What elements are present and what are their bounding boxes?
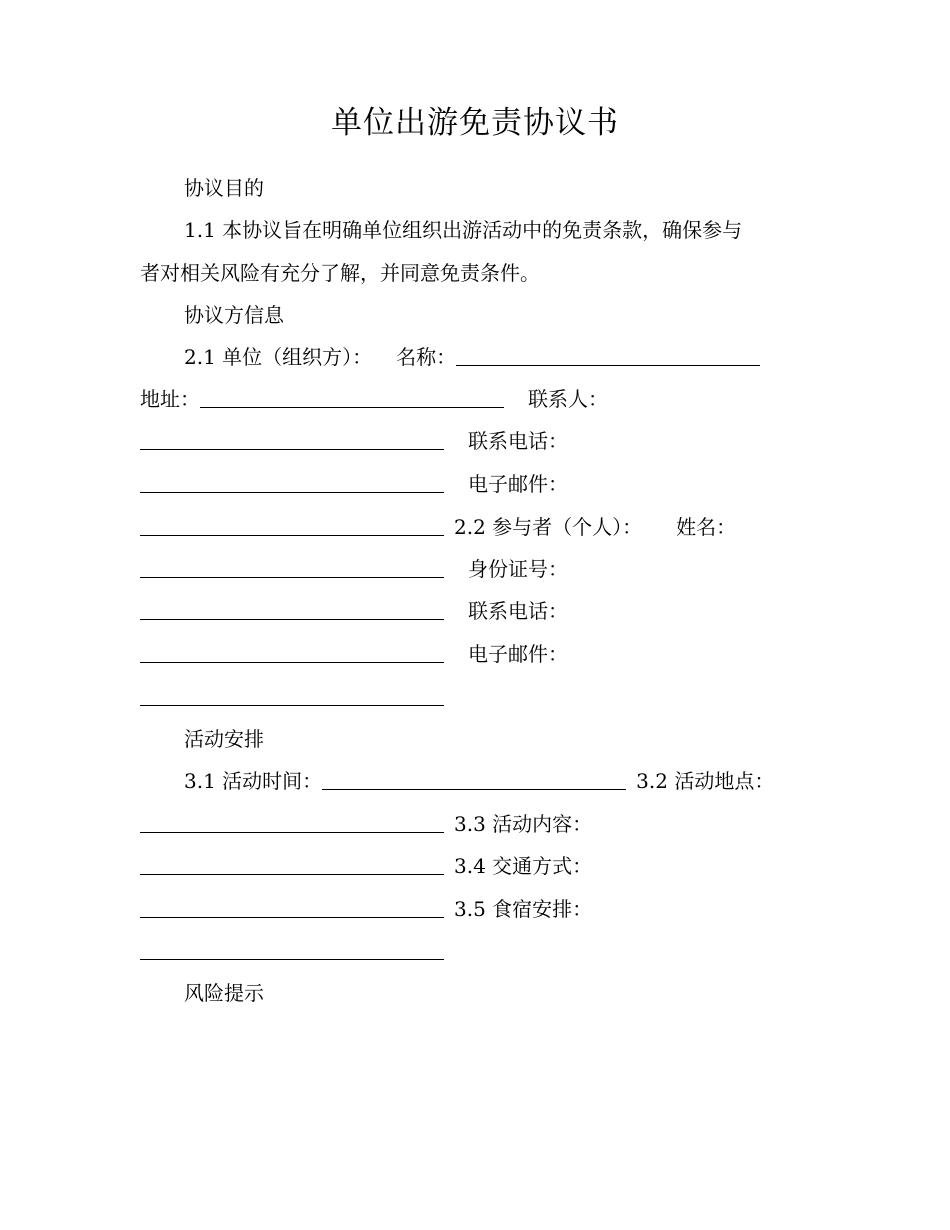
participant-id-blank[interactable] <box>140 597 444 620</box>
participant-name-blank[interactable] <box>140 555 444 578</box>
org-address-blank[interactable] <box>200 385 504 408</box>
field-label: 姓名： <box>676 515 737 539</box>
field-label: 电子邮件： <box>468 642 568 666</box>
transport-blank[interactable] <box>140 895 444 918</box>
activity-content-row <box>140 845 810 887</box>
clause-1-1-line-2 <box>140 252 810 294</box>
section-heading-text: 协议目的 <box>184 176 264 200</box>
field-label: 3.4 交通方式： <box>454 854 593 878</box>
section-heading-parties <box>140 294 854 336</box>
transport-row <box>140 888 810 930</box>
field-label: 2.2 参与者（个人）： <box>454 515 643 539</box>
org-name-blank[interactable] <box>456 343 760 366</box>
activity-time-blank[interactable] <box>322 767 626 790</box>
field-label: 3.5 食宿安排： <box>454 897 593 921</box>
activity-time-row <box>140 760 854 802</box>
section-heading-purpose <box>140 167 854 209</box>
section-heading-risk <box>140 972 854 1014</box>
org-email-blank[interactable] <box>140 513 444 536</box>
org-contact-row <box>140 420 810 462</box>
org-phone-row <box>140 463 810 505</box>
field-label: 2.1 单位（组织方）： <box>184 345 373 369</box>
org-email-row <box>140 506 810 548</box>
org-address-row <box>140 378 810 420</box>
org-contact-blank[interactable] <box>140 427 444 450</box>
section-heading-text: 风险提示 <box>184 981 264 1005</box>
field-label: 3.3 活动内容： <box>454 812 593 836</box>
participant-phone-blank[interactable] <box>140 640 444 663</box>
activity-content-blank[interactable] <box>140 852 444 875</box>
participant-email-row <box>140 676 810 718</box>
org-name-row <box>140 336 854 378</box>
field-label: 3.1 活动时间： <box>184 769 323 793</box>
field-label: 3.2 活动地点： <box>636 769 775 793</box>
participant-name-row <box>140 548 810 590</box>
section-heading-text: 活动安排 <box>184 727 264 751</box>
participant-phone-row <box>140 633 810 675</box>
field-label: 联系人： <box>528 387 608 411</box>
field-label: 电子邮件： <box>468 472 568 496</box>
activity-location-blank[interactable] <box>140 810 444 833</box>
field-label: 身份证号： <box>468 557 568 581</box>
section-heading-arrangement <box>140 718 854 760</box>
field-label: 联系电话： <box>468 599 568 623</box>
participant-id-row <box>140 590 810 632</box>
field-label: 名称： <box>396 345 457 369</box>
section-heading-text: 协议方信息 <box>184 303 284 327</box>
clause-text: 者对相关风险有充分了解，并同意免责条件。 <box>140 261 540 285</box>
org-phone-blank[interactable] <box>140 470 444 493</box>
activity-location-row <box>140 803 810 845</box>
clause-1-1-line-1 <box>140 209 854 251</box>
accommodation-blank[interactable] <box>140 937 444 960</box>
field-label: 联系电话： <box>468 429 568 453</box>
clause-text: 1.1 本协议旨在明确单位组织出游活动中的免责条款，确保参与 <box>184 218 743 242</box>
document-title: 单位出游免责协议书 <box>331 105 619 141</box>
accommodation-row <box>140 930 810 972</box>
participant-email-blank[interactable] <box>140 683 444 706</box>
field-label: 地址： <box>140 387 200 411</box>
